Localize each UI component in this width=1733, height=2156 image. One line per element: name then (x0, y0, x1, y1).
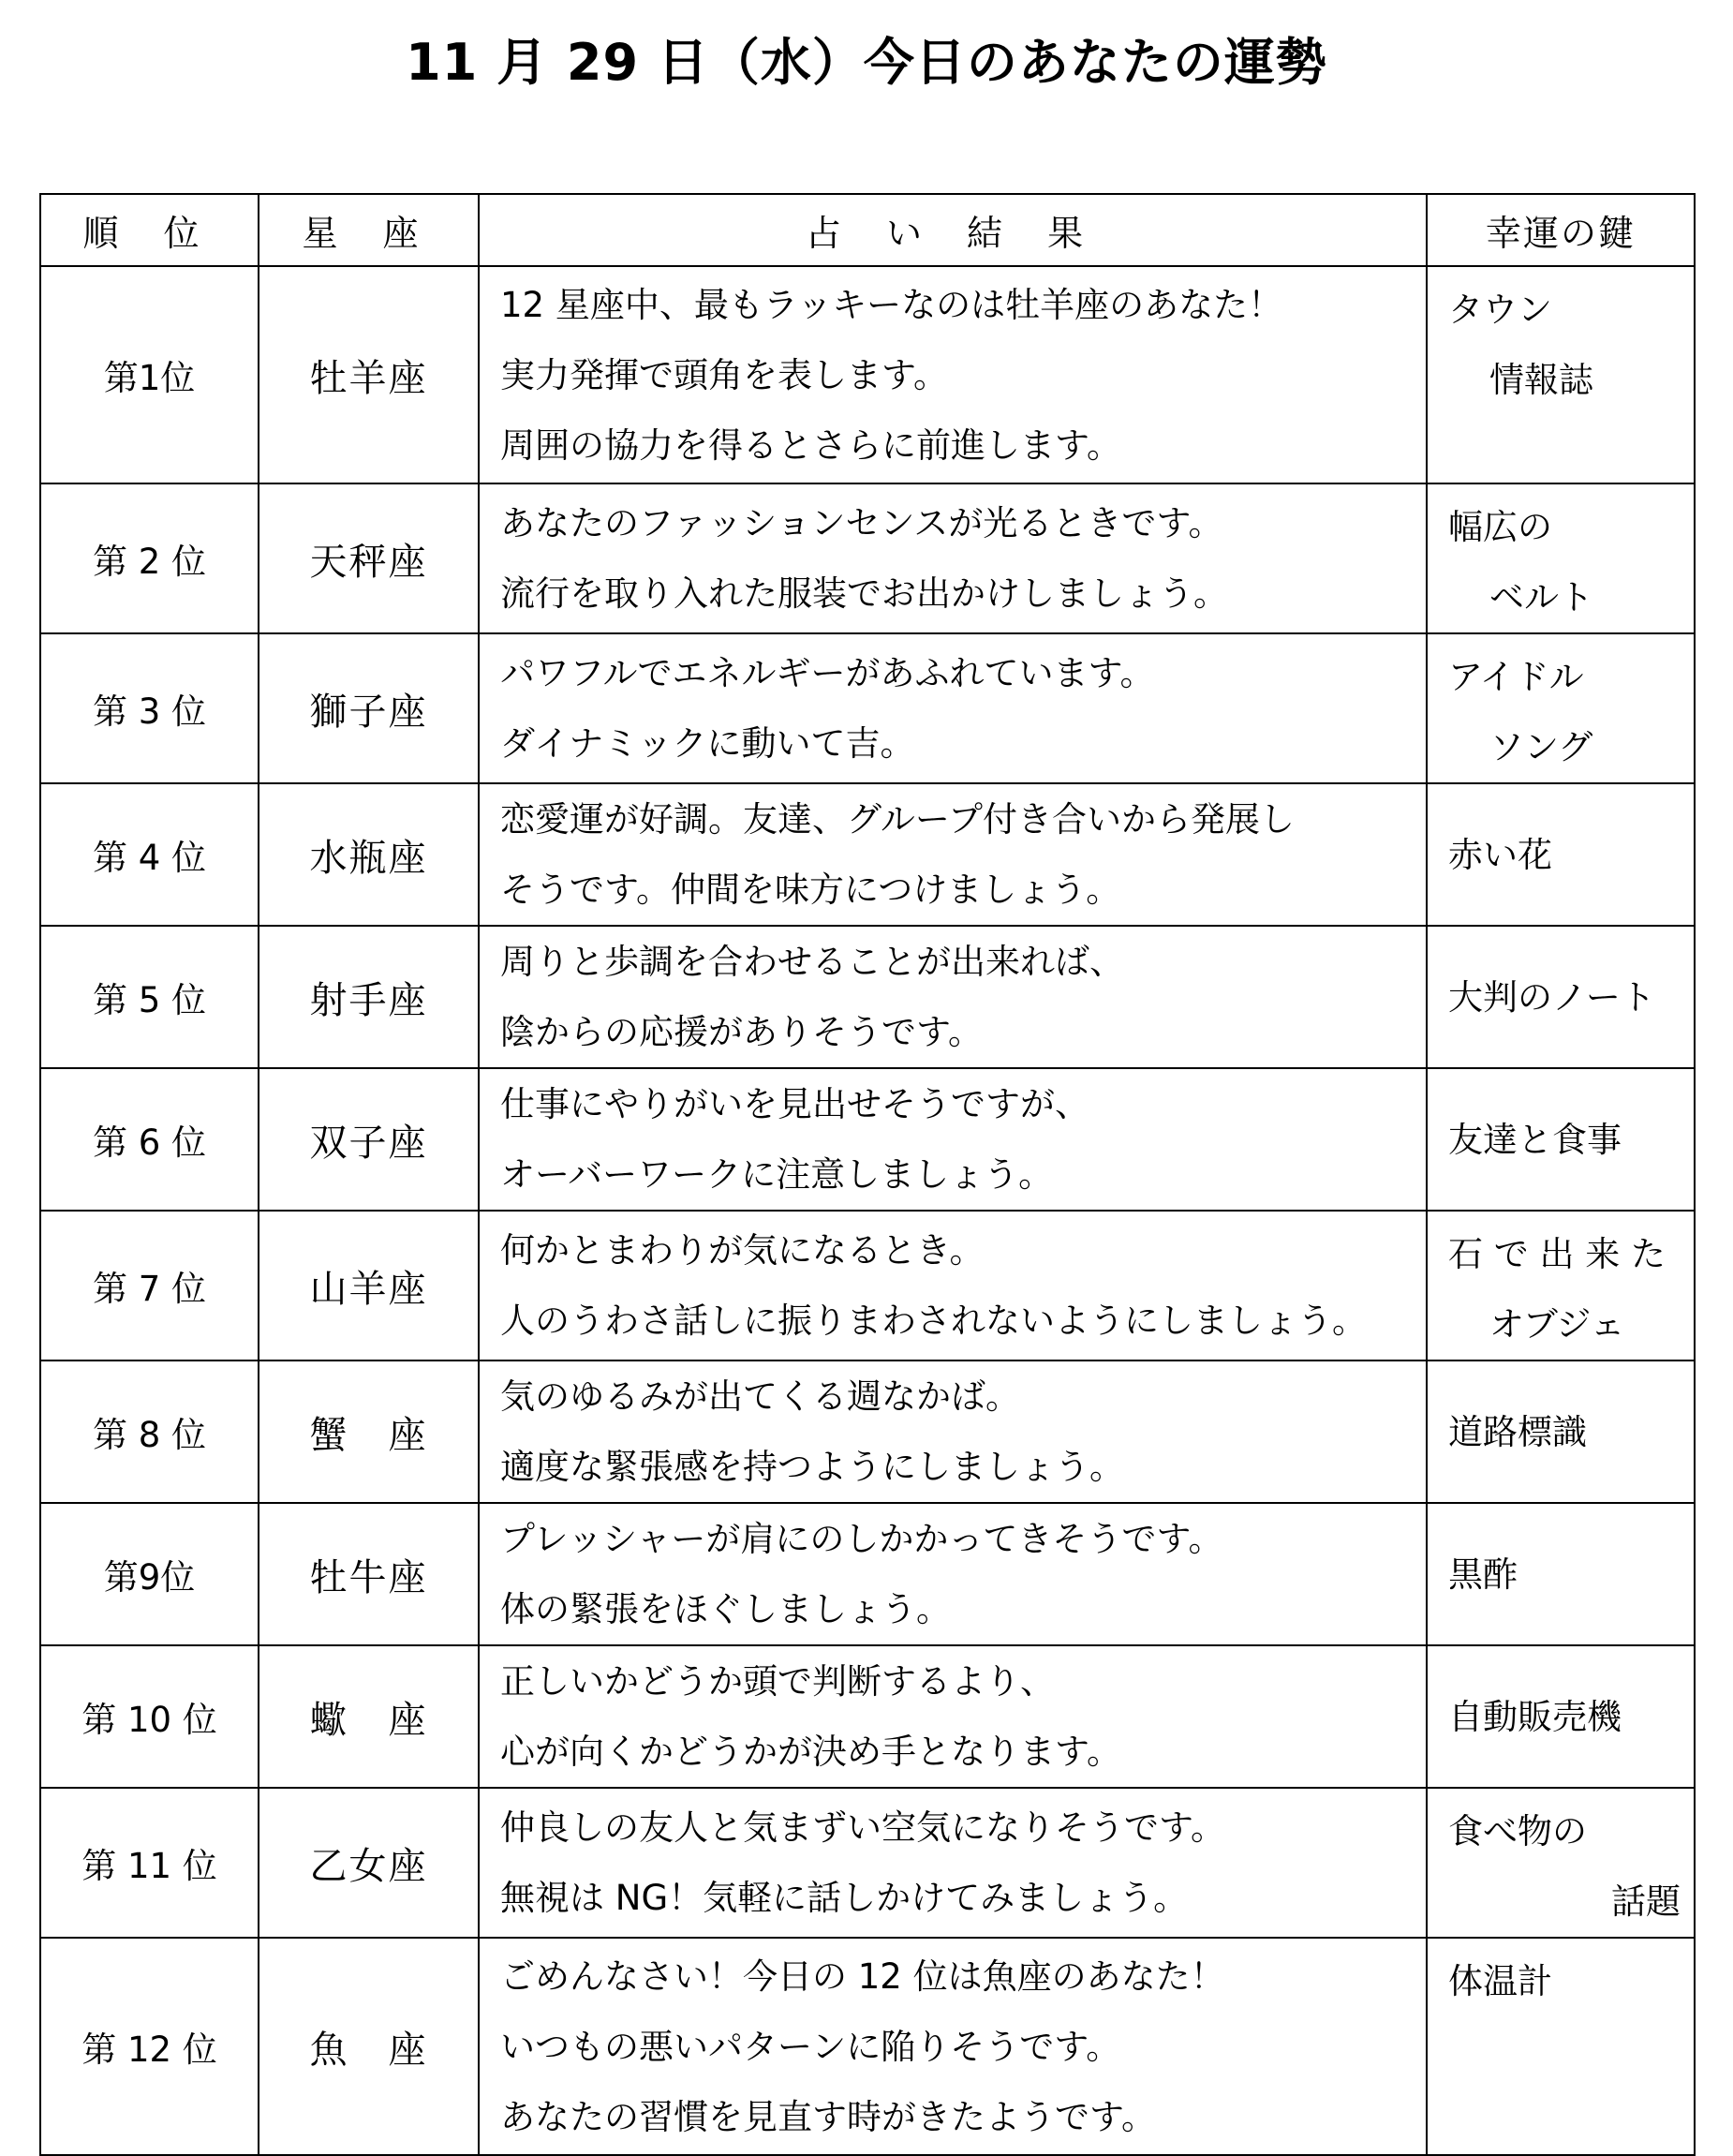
sign-cell: 山羊座 (259, 1211, 479, 1361)
result-cell (479, 1503, 1427, 1645)
sign-cell: 魚 座 (259, 1938, 479, 2155)
result-cell (479, 1788, 1427, 1938)
result-cell (479, 1645, 1427, 1788)
result-cell (479, 926, 1427, 1068)
result-line: ダイナミックに動いて吉。 (500, 723, 915, 764)
lucky-key-line: 幅広の (1448, 507, 1552, 547)
rank-cell: 第 2 位 (40, 483, 259, 633)
table-header-row (40, 194, 1695, 266)
sign-cell: 蠍 座 (259, 1645, 479, 1788)
lucky-key-line: 話題 (1611, 1881, 1681, 1922)
lucky-key-line: 体温計 (1448, 1961, 1552, 2001)
sign-cell: 獅子座 (259, 633, 479, 783)
result-cell (479, 1211, 1427, 1361)
result-line: 気のゆるみが出てくる週なかば。 (500, 1376, 1020, 1417)
table-row (40, 926, 1695, 1068)
table-row (40, 1938, 1695, 2155)
lucky-key-cell (1427, 1788, 1695, 1938)
result-line: 体の緊張をほぐしましょう。 (500, 1589, 951, 1629)
result-cell (479, 1938, 1427, 2155)
result-line: 陰からの応援がありそうです。 (500, 1012, 984, 1052)
rank-cell: 第 5 位 (40, 926, 259, 1068)
lucky-key-line: 道路標識 (1448, 1411, 1587, 1452)
result-cell (479, 1068, 1427, 1211)
result-line: 心が向くかどうかが決め手となります。 (500, 1732, 1122, 1772)
sign-cell: 双子座 (259, 1068, 479, 1211)
sign-cell: 牡牛座 (259, 1503, 479, 1645)
result-line: そうです。仲間を味方につけましょう。 (500, 870, 1121, 910)
result-line: 無視は NG！気軽に話しかけてみましょう。 (500, 1878, 1189, 1918)
table-row (40, 783, 1695, 926)
sign-cell: 射手座 (259, 926, 479, 1068)
result-line: プレッシャーが肩にのしかかってきそうです。 (500, 1519, 1223, 1559)
lucky-key-line: 石 で 出 来 た (1448, 1234, 1666, 1274)
page-title: 11 月 29 日（水）今日のあなたの運勢 (406, 33, 1327, 92)
result-cell (479, 783, 1427, 926)
result-line: 適度な緊張感を持つようにしましょう。 (500, 1447, 1124, 1487)
rank-cell: 第 6 位 (40, 1068, 259, 1211)
lucky-key-line: ベルト (1489, 577, 1593, 617)
result-line: パワフルでエネルギーがあふれています。 (500, 653, 1155, 693)
lucky-key-line: 赤い花 (1448, 834, 1552, 875)
sign-cell: 牡羊座 (259, 266, 479, 483)
result-line: 仲良しの友人と気まずい空気になりそうです。 (500, 1807, 1226, 1848)
lucky-key-line: オブジェ (1489, 1304, 1625, 1345)
lucky-key-cell (1427, 633, 1695, 783)
lucky-key-line: タウン (1448, 290, 1552, 330)
lucky-key-line: 情報誌 (1489, 360, 1593, 400)
result-cell (479, 633, 1427, 783)
lucky-key-cell (1427, 1211, 1695, 1361)
result-line: 実力発揮で頭角を表します。 (500, 354, 949, 395)
lucky-key-cell (1427, 1361, 1695, 1503)
result-line: 周りと歩調を合わせることが出来れば、 (500, 942, 1124, 982)
table-row (40, 1211, 1695, 1361)
rank-cell: 第 12 位 (40, 1938, 259, 2155)
lucky-key-line: 食べ物の (1448, 1811, 1587, 1851)
result-line: 恋愛運が好調。友達、グループ付き合いから発展し (500, 799, 1296, 840)
lucky-key-cell (1427, 926, 1695, 1068)
table-row (40, 1788, 1695, 1938)
rank-cell: 第 7 位 (40, 1211, 259, 1361)
rank-cell: 第 4 位 (40, 783, 259, 926)
rank-cell: 第 3 位 (40, 633, 259, 783)
result-cell (479, 483, 1427, 633)
result-line: いつもの悪いパターンに陥りそうです。 (500, 2026, 1121, 2067)
table-row (40, 266, 1695, 483)
table-row (40, 1503, 1695, 1645)
rank-cell: 第9位 (40, 1503, 259, 1645)
result-line: オーバーワークに注意しましょう。 (500, 1154, 1054, 1195)
lucky-key-cell (1427, 266, 1695, 483)
rank-cell: 第1位 (40, 266, 259, 483)
header-sign: 星 座 (259, 194, 479, 266)
lucky-key-cell (1427, 1645, 1695, 1788)
result-cell (479, 266, 1427, 483)
lucky-key-line: アイドル (1448, 657, 1584, 697)
lucky-key-line: 大判のノート (1448, 976, 1655, 1018)
lucky-key-line: 黒酢 (1448, 1554, 1518, 1595)
result-line: あなたのファッションセンスが光るときです。 (500, 503, 1223, 543)
lucky-key-cell (1427, 1068, 1695, 1211)
table-row (40, 1645, 1695, 1788)
result-line: 仕事にやりがいを見出せそうですが、 (500, 1084, 1089, 1124)
header-result: 占 い 結 果 (479, 194, 1427, 266)
lucky-key-cell (1427, 783, 1695, 926)
table-row (40, 1361, 1695, 1503)
result-line: 人のうわさ話しに振りまわされないようにしましょう。 (500, 1301, 1367, 1341)
lucky-key-cell (1427, 483, 1695, 633)
result-line: 何かとまわりが気になるとき。 (500, 1230, 985, 1271)
table-row (40, 633, 1695, 783)
header-lucky-key: 幸運の鍵 (1427, 194, 1695, 266)
table-row (40, 483, 1695, 633)
result-line: 流行を取り入れた服装でお出かけしましょう。 (500, 573, 1228, 614)
lucky-key-cell (1427, 1938, 1695, 2155)
lucky-key-line: ソング (1489, 727, 1593, 767)
rank-cell: 第 10 位 (40, 1645, 259, 1788)
header-rank: 順 位 (40, 194, 259, 266)
sign-cell: 乙女座 (259, 1788, 479, 1938)
result-line: 周囲の協力を得るとさらに前進します。 (500, 424, 1122, 466)
lucky-key-line: 友達と食事 (1448, 1119, 1622, 1160)
result-line: 正しいかどうか頭で判断するより、 (500, 1661, 1055, 1702)
sign-cell: 蟹 座 (259, 1361, 479, 1503)
result-line: あなたの習慣を見直す時がきたようです。 (500, 2096, 1157, 2137)
lucky-key-cell (1427, 1503, 1695, 1645)
sign-cell: 水瓶座 (259, 783, 479, 926)
rank-cell: 第 11 位 (40, 1788, 259, 1938)
table-row (40, 1068, 1695, 1211)
sign-cell: 天秤座 (259, 483, 479, 633)
result-line: 12 星座中、最もラッキーなのは牡羊座のあなた！ (500, 284, 1283, 325)
lucky-key-line: 自動販売機 (1448, 1696, 1622, 1737)
rank-cell: 第 8 位 (40, 1361, 259, 1503)
result-cell (479, 1361, 1427, 1503)
fortune-table (39, 193, 1696, 2156)
result-line: ごめんなさい！今日の 12 位は魚座のあなた！ (500, 1955, 1225, 1997)
